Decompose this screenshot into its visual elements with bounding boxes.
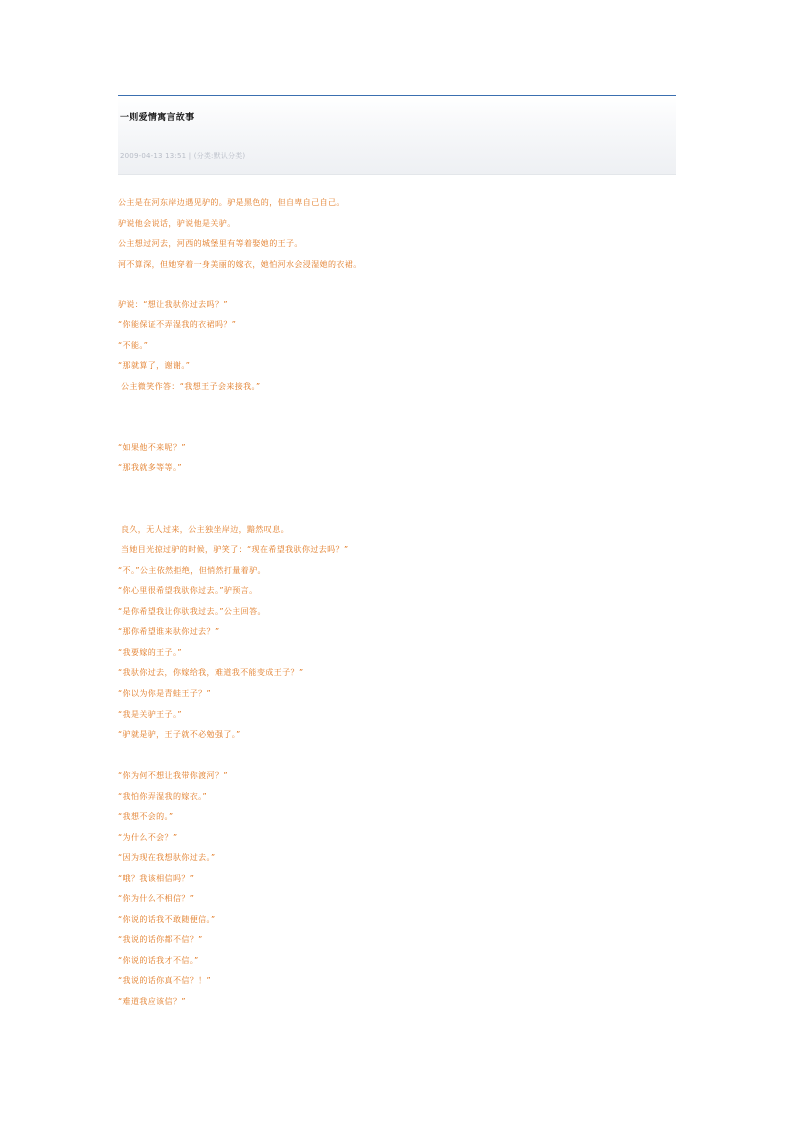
paragraph-line: 当她目光掠过驴的时候，驴笑了：“现在希望我驮你过去吗？” bbox=[121, 545, 349, 554]
paragraph-line: 驴说他会说话，驴说他是关驴。 bbox=[118, 219, 236, 228]
article-title: 一则爱情寓言故事 bbox=[120, 113, 195, 123]
paragraph-line: 公主微笑作答：“我想王子会来接我。” bbox=[121, 382, 261, 391]
paragraph-line: 公主想过河去，河西的城堡里有等着娶她的王子。 bbox=[118, 239, 303, 248]
paragraph-line: “不能。” bbox=[118, 341, 149, 350]
paragraph-line: “我驮你过去，你嫁给我，难道我不能变成王子？” bbox=[118, 668, 304, 677]
category-link[interactable]: (分类:默认分类) bbox=[193, 152, 246, 160]
paragraph-line: “驴就是驴，王子就不必勉强了。” bbox=[118, 730, 241, 739]
article-meta: 2009-04-13 13:51 | (分类:默认分类) bbox=[120, 152, 246, 160]
paragraph-line: “不。”公主依然拒绝，但悄然打量着驴。 bbox=[118, 566, 266, 575]
paragraph-line: “我说的话你都不信？” bbox=[118, 935, 203, 944]
paragraph-line: “哦？我该相信吗？” bbox=[118, 874, 195, 883]
paragraph-line: “你说的话我不敢随便信。” bbox=[118, 915, 216, 924]
paragraph-line: 公主是在河东岸边遇见驴的。驴是黑色的，但自卑自己自己。 bbox=[118, 198, 345, 207]
paragraph-line: 驴说：“想让我驮你过去吗？” bbox=[118, 300, 228, 309]
paragraph-line: “我想不会的。” bbox=[118, 812, 174, 821]
article-header bbox=[118, 95, 676, 175]
paragraph-line: “我是关驴王子。” bbox=[118, 710, 182, 719]
paragraph-line: “那我就多等等。” bbox=[118, 463, 182, 472]
paragraph-line: 良久，无人过来，公主独坐岸边，黯然叹息。 bbox=[121, 525, 289, 534]
paragraph-line: “你能保证不弄湿我的衣裙吗？” bbox=[118, 320, 237, 329]
paragraph-line: “难道我应该信？” bbox=[118, 997, 186, 1006]
paragraph-line: “你为何不想让我带你渡河？” bbox=[118, 771, 228, 780]
paragraph-line: “你心里很希望我驮你过去。”驴预言。 bbox=[118, 586, 258, 595]
post-date: 2009-04-13 13:51 bbox=[120, 152, 187, 160]
paragraph-line: “如果他不来呢？” bbox=[118, 443, 186, 452]
paragraph-line: “你以为你是青蛙王子？” bbox=[118, 689, 212, 698]
paragraph-line: “那就算了，谢谢。” bbox=[118, 361, 191, 370]
paragraph-line: “你为什么不相信？” bbox=[118, 894, 195, 903]
paragraph-line: “我说的话你真不信？！” bbox=[118, 976, 212, 985]
paragraph-line: “是你希望我让你驮我过去。”公主回答。 bbox=[118, 607, 266, 616]
paragraph-line: “你说的话我才不信。” bbox=[118, 956, 199, 965]
paragraph-line: “我怕你弄湿我的嫁衣。” bbox=[118, 792, 208, 801]
paragraph-line: 河不算深，但她穿着一身美丽的嫁衣，她怕河水会浸湿她的衣裙。 bbox=[118, 260, 362, 269]
paragraph-line: “因为现在我想驮你过去。” bbox=[118, 853, 216, 862]
paragraph-line: “我要嫁的王子。” bbox=[118, 648, 182, 657]
paragraph-line: “那你希望谁来驮你过去？” bbox=[118, 627, 220, 636]
paragraph-line: “为什么不会？” bbox=[118, 833, 178, 842]
